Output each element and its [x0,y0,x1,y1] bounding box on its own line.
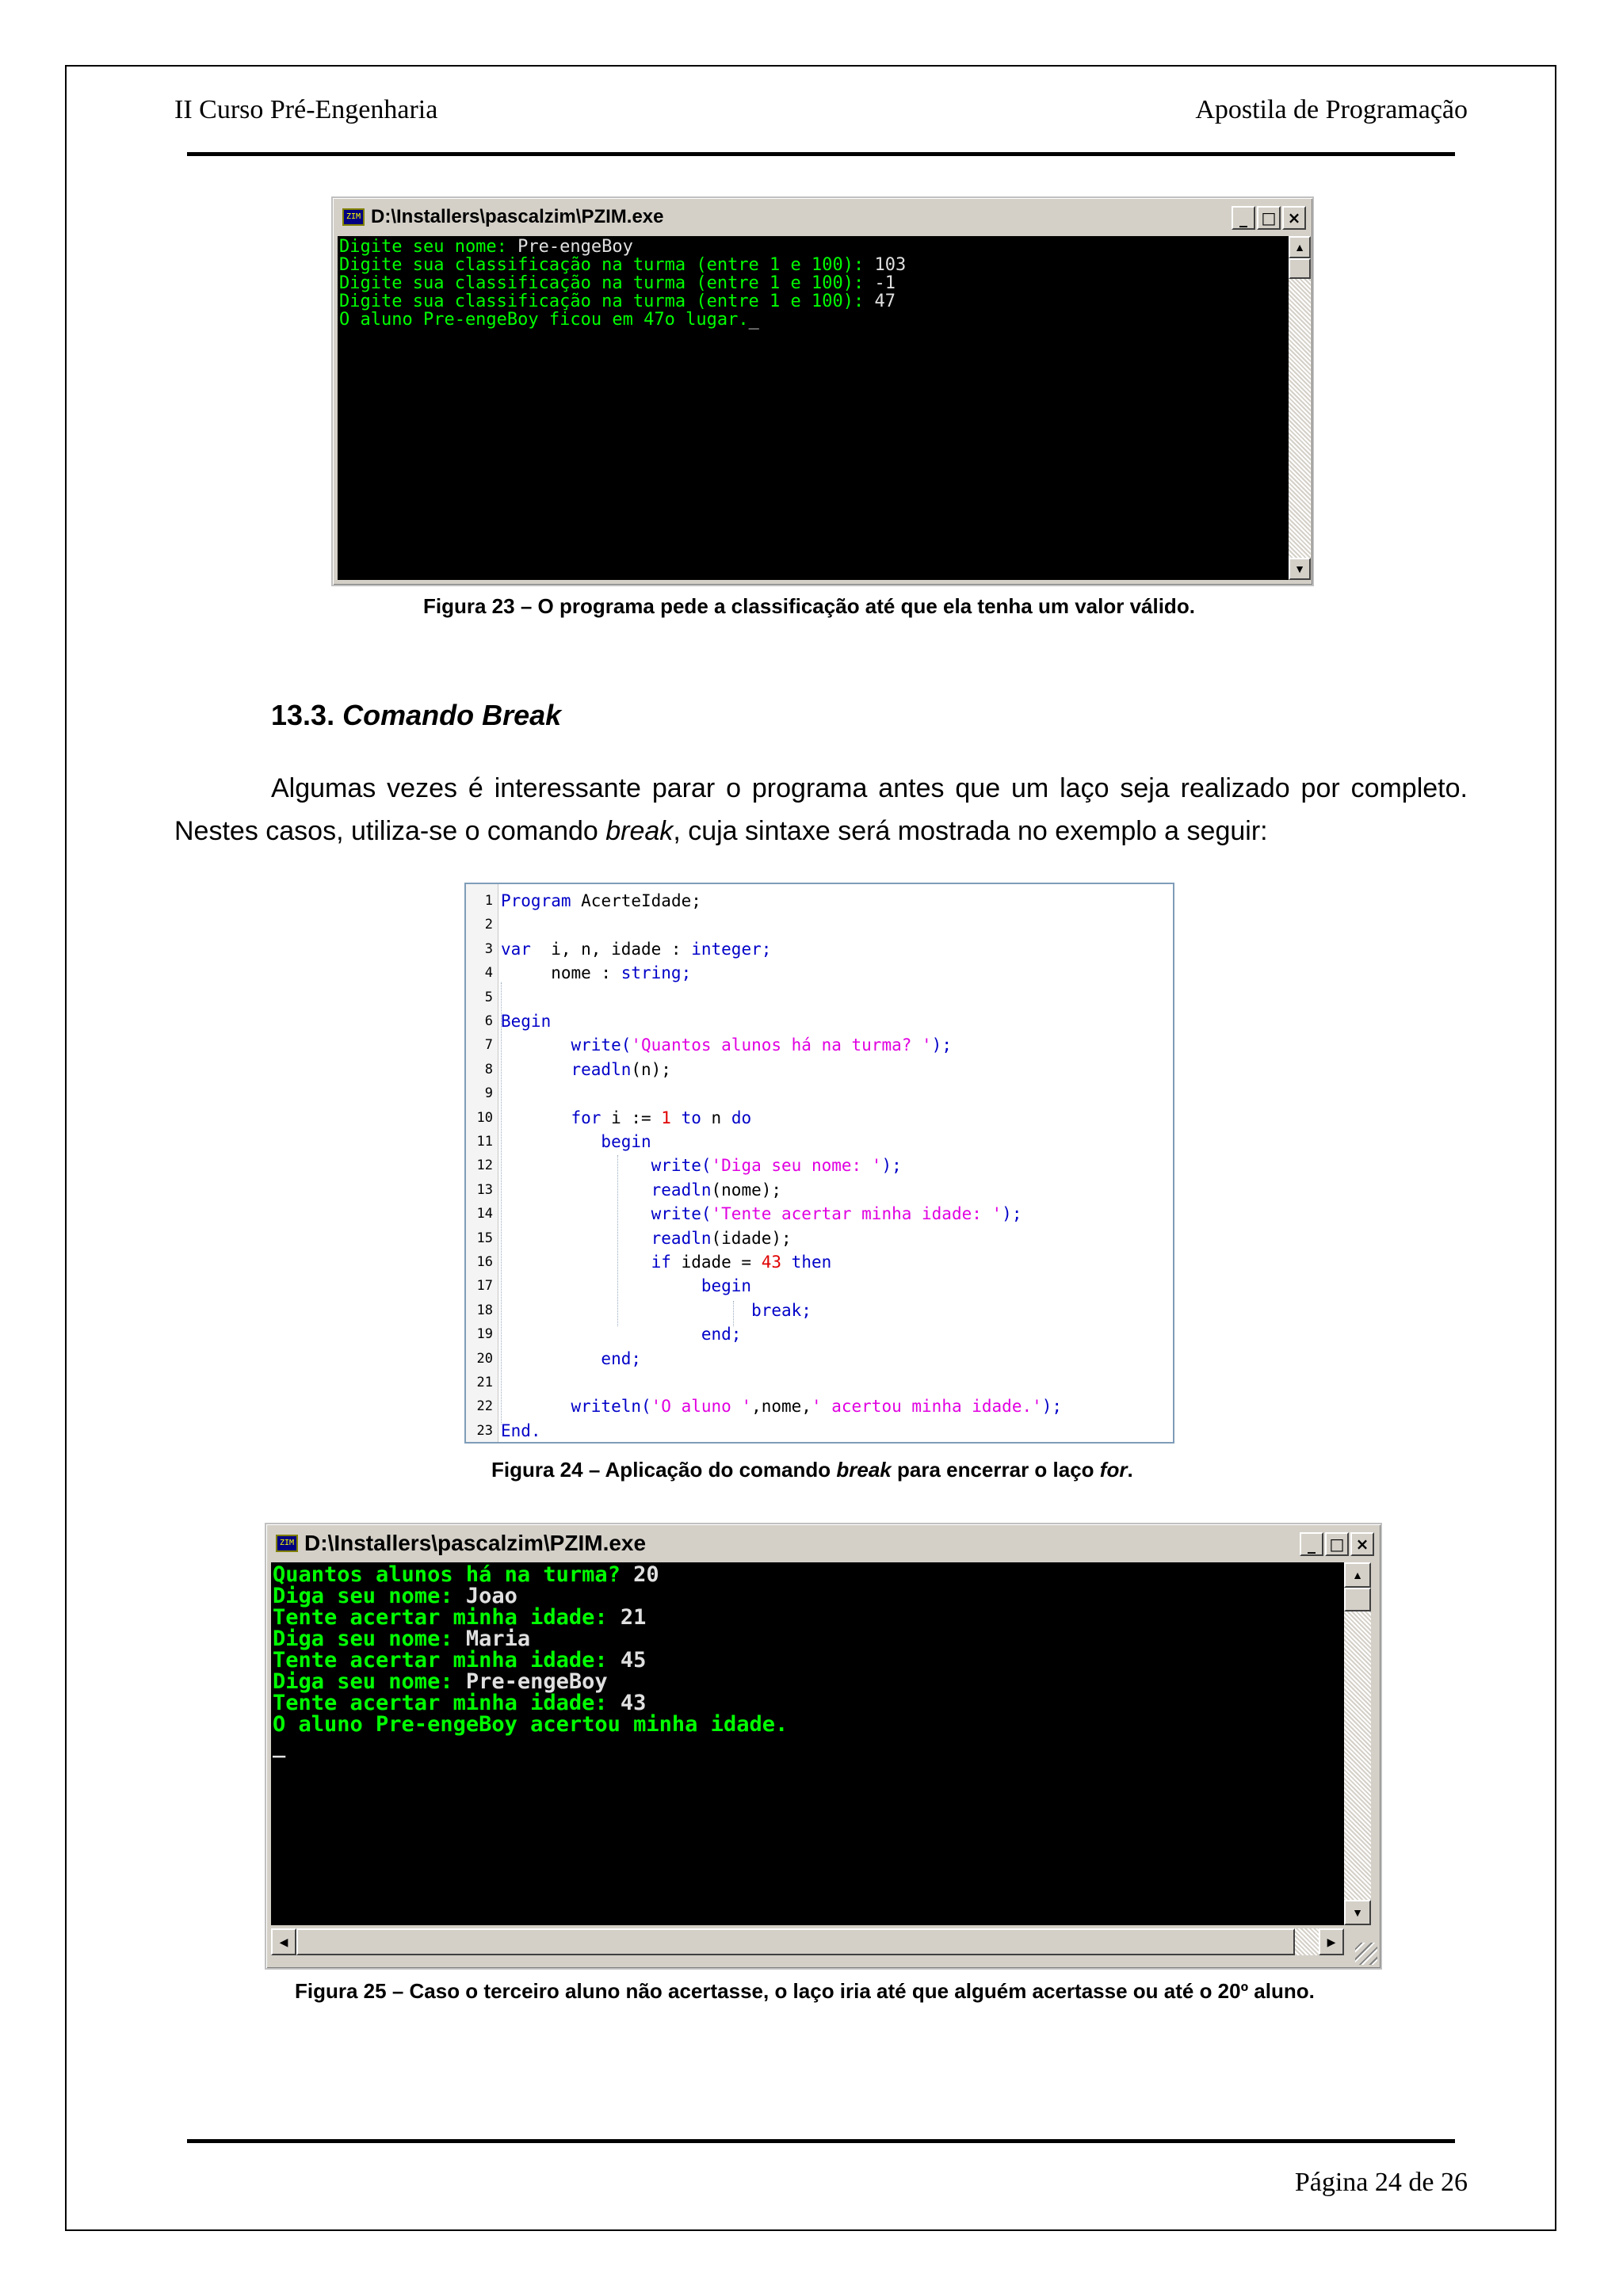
code-text [501,1033,952,1058]
window-titlebar[interactable] [336,201,1309,233]
scroll-down-button[interactable]: ▼ [1344,1900,1371,1925]
scroll-thumb[interactable] [296,1928,1295,1955]
console-input-text: 103 [874,255,907,275]
line-number: 11 [476,1134,493,1150]
code-token: AcerteIdade; [581,891,701,910]
line-number: 20 [476,1350,493,1367]
line-number: 6 [484,1013,493,1029]
console-prompt-text: O aluno Pre-engeBoy acertou minha idade. [273,1712,789,1737]
code-token: ' acertou minha idade.' [811,1397,1042,1417]
scroll-down-button[interactable]: ▼ [1289,558,1311,580]
console-prompt-text: Tente acertar minha idade: [273,1605,621,1630]
code-token: for [501,1108,612,1127]
code-token: nome : [501,963,621,983]
console-input-text: Pre-engeBoy [517,237,633,257]
code-token: end; [501,1348,642,1368]
console-prompt-text: Digite sua classificação na turma (entre 1 e 100): [339,255,875,275]
console-line [339,292,1287,311]
console-prompt-text: Digite sua classificação na turma (entre 1 e 100): [339,273,875,293]
console-line [273,1650,1342,1671]
console-line [339,256,1287,274]
code-token: ); [1002,1204,1022,1224]
code-token: 'Quantos alunos há na turma? ' [631,1035,932,1055]
code-token: (idade); [711,1228,792,1248]
console-input-text: 21 [620,1605,647,1630]
console-input-text: _ [748,310,759,330]
line-number: 1 [484,893,493,909]
code-token: to [670,1108,712,1127]
minimize-button[interactable]: _ [1232,206,1255,230]
vertical-scrollbar[interactable] [1289,236,1311,580]
code-token: ,nome, [751,1397,812,1417]
code-token: then [781,1253,832,1272]
close-button[interactable]: × [1282,206,1306,230]
console-window-fig25 [265,1523,1382,1970]
console-line [273,1628,1342,1650]
line-number: 16 [476,1254,493,1270]
scroll-up-button[interactable]: ▲ [1289,236,1311,258]
code-text [501,1154,902,1178]
maximize-button[interactable]: □ [1325,1532,1349,1556]
paragraph-line-1: Algumas vezes é interessante parar o programa antes que um laço seja realizado por completo. [271,773,1468,803]
code-text [501,1130,651,1154]
page-number: Página 24 de 26 [1294,2168,1468,2197]
console-prompt-text: Tente acertar minha idade: [273,1648,621,1672]
code-text [501,1274,751,1299]
line-number: 17 [476,1278,493,1295]
code-token: readln [501,1059,632,1079]
console-prompt-text: Diga seu nome: [273,1627,466,1651]
section-heading [271,699,561,732]
code-token: if [501,1253,682,1272]
console-prompt-text: Diga seu nome: [273,1584,466,1608]
code-token: do [731,1108,752,1127]
paragraph-text: Nestes casos, utiliza-se o comando [174,816,606,846]
code-token: 'Tente acertar minha idade: ' [711,1204,1002,1224]
resize-grip-icon[interactable] [1355,1943,1377,1965]
minimize-button[interactable]: _ [1300,1532,1323,1556]
code-token: begin [501,1132,651,1151]
line-number: 3 [484,940,493,957]
code-token: i := [611,1108,662,1127]
code-token: break; [501,1300,812,1320]
code-token: 'Diga seu nome: ' [711,1156,882,1176]
line-number: 10 [476,1109,493,1126]
code-token: write( [501,1035,632,1055]
code-text [501,1347,641,1371]
figure-24-caption [491,1458,1133,1482]
caption-italic: break [836,1458,892,1482]
console-input-text: 43 [620,1691,647,1715]
code-text [501,1226,792,1251]
console-line [339,311,1287,329]
header-document-title: Apostila de Programação [1195,95,1468,124]
console-line [273,1692,1342,1714]
console-prompt-text: Digite sua classificação na turma (entre 1 e 100): [339,292,875,311]
caption-italic: for [1099,1458,1128,1482]
line-number: 4 [484,965,493,982]
console-line [273,1564,1342,1585]
code-token: write( [501,1156,712,1176]
code-text [501,1394,1062,1419]
code-token: readln [501,1180,712,1199]
code-token: ); [931,1035,952,1055]
section-title: Comando Break [342,699,562,731]
code-token: (nome); [711,1180,782,1199]
code-text [501,1419,541,1444]
console-output [271,1562,1344,1925]
line-number: 13 [476,1181,493,1198]
code-token: begin [501,1276,752,1296]
window-title: D:\Installers\pascalzim\PZIM.exe [371,206,664,227]
code-token: idade = [681,1253,762,1272]
console-input-text: Maria [465,1627,531,1651]
console-prompt-text: Tente acertar minha idade: [273,1691,621,1715]
code-text [501,961,691,986]
code-token: 'O aluno ' [651,1397,752,1417]
section-number: 13.3. [271,699,335,731]
caption-text: Figura 24 – Aplicação do comando [491,1458,837,1482]
console-line [273,1735,1342,1756]
code-token: i, n, idade : [551,939,692,959]
code-text [501,1058,671,1082]
window-title: D:\Installers\pascalzim\PZIM.exe [304,1531,647,1555]
console-line [339,238,1287,256]
code-token: string; [621,963,692,983]
code-text [501,1009,551,1034]
code-token: writeln( [501,1397,651,1417]
console-window-fig23 [331,196,1314,586]
code-token: Program [501,891,582,910]
console-input-text: Joao [465,1584,517,1608]
footer-rule [187,2139,1455,2143]
scroll-right-button[interactable]: ▶ [1319,1928,1344,1955]
console-input-text: 45 [620,1648,647,1672]
scroll-left-button[interactable]: ◀ [271,1928,296,1955]
header-rule [187,152,1455,156]
window-titlebar[interactable] [269,1527,1377,1559]
code-text [501,1106,751,1131]
code-token: ); [881,1156,902,1176]
line-number: 5 [484,989,493,1005]
console-line [273,1607,1342,1628]
caption-text: . [1127,1458,1133,1482]
line-number: 9 [484,1085,493,1102]
paragraph-line-2 [174,816,1268,846]
code-token: readln [501,1228,712,1248]
line-number: 22 [476,1398,493,1415]
code-token: end; [501,1325,742,1344]
console-prompt-text: O aluno Pre-engeBoy ficou em 47o lugar. [339,310,749,330]
paragraph-text: , cuja sintaxe será mostrada no exemplo a seguir: [673,816,1268,846]
line-number: 7 [484,1037,493,1054]
code-token: integer; [691,939,772,959]
code-token: write( [501,1204,712,1224]
code-text [501,937,771,962]
console-input-text: -1 [874,273,896,293]
console-output [338,236,1289,580]
close-button[interactable]: × [1350,1532,1374,1556]
console-prompt-text: Digite seu nome: [339,237,518,257]
line-number: 21 [476,1375,493,1390]
console-input-text: 20 [633,1562,659,1587]
code-text [501,889,701,913]
vertical-scrollbar[interactable] [1344,1562,1371,1925]
header-course: II Curso Pré-Engenharia [174,95,438,124]
line-number: 14 [476,1206,493,1222]
code-token: (n); [631,1059,671,1079]
code-token: 1 [661,1108,671,1127]
code-token: Begin [501,1012,552,1031]
console-line [273,1671,1342,1692]
console-input-text: _ [273,1733,286,1758]
line-number: 12 [476,1158,493,1174]
line-number: 23 [476,1422,493,1439]
console-line [339,274,1287,292]
scroll-up-button[interactable]: ▲ [1344,1562,1371,1588]
line-number: 19 [476,1326,493,1343]
code-text [501,1322,741,1347]
figure-25-caption: Figura 25 – Caso o terceiro aluno não acertasse, o laço iria até que alguém acertasse ou até o 20º aluno. [295,1979,1315,2003]
maximize-button[interactable]: □ [1257,206,1281,230]
code-token: n [711,1108,731,1127]
code-text [501,1178,781,1203]
paragraph-keyword-break: break [605,816,674,846]
console-prompt-text: Quantos alunos há na turma? [273,1562,634,1587]
pzim-app-icon: ZIM [342,208,365,226]
code-text [501,1299,812,1323]
figure-23-caption: Figura 23 – O programa pede a classificação até que ela tenha um valor válido. [423,594,1195,618]
console-prompt-text: Diga seu nome: [273,1669,466,1694]
code-token: ); [1041,1397,1063,1417]
line-number: 2 [484,917,493,933]
code-text [501,1202,1022,1226]
scroll-thumb[interactable] [1289,258,1311,279]
console-line [273,1714,1342,1735]
intro-paragraph [174,767,1468,852]
pzim-app-icon: ZIM [276,1535,298,1552]
code-token: End. [501,1421,541,1440]
console-input-text: Pre-engeBoy [465,1669,608,1694]
console-line [273,1585,1342,1607]
code-token: var [501,939,552,959]
horizontal-scrollbar[interactable] [271,1928,1344,1955]
code-text [501,1250,831,1275]
line-number: 18 [476,1302,493,1318]
scroll-thumb[interactable] [1344,1588,1371,1611]
line-number: 8 [484,1061,493,1077]
console-input-text: 47 [874,292,896,311]
code-listing [464,883,1174,1444]
line-number: 15 [476,1230,493,1246]
code-token: 43 [761,1253,782,1272]
caption-text: para encerrar o laço [891,1458,1100,1482]
